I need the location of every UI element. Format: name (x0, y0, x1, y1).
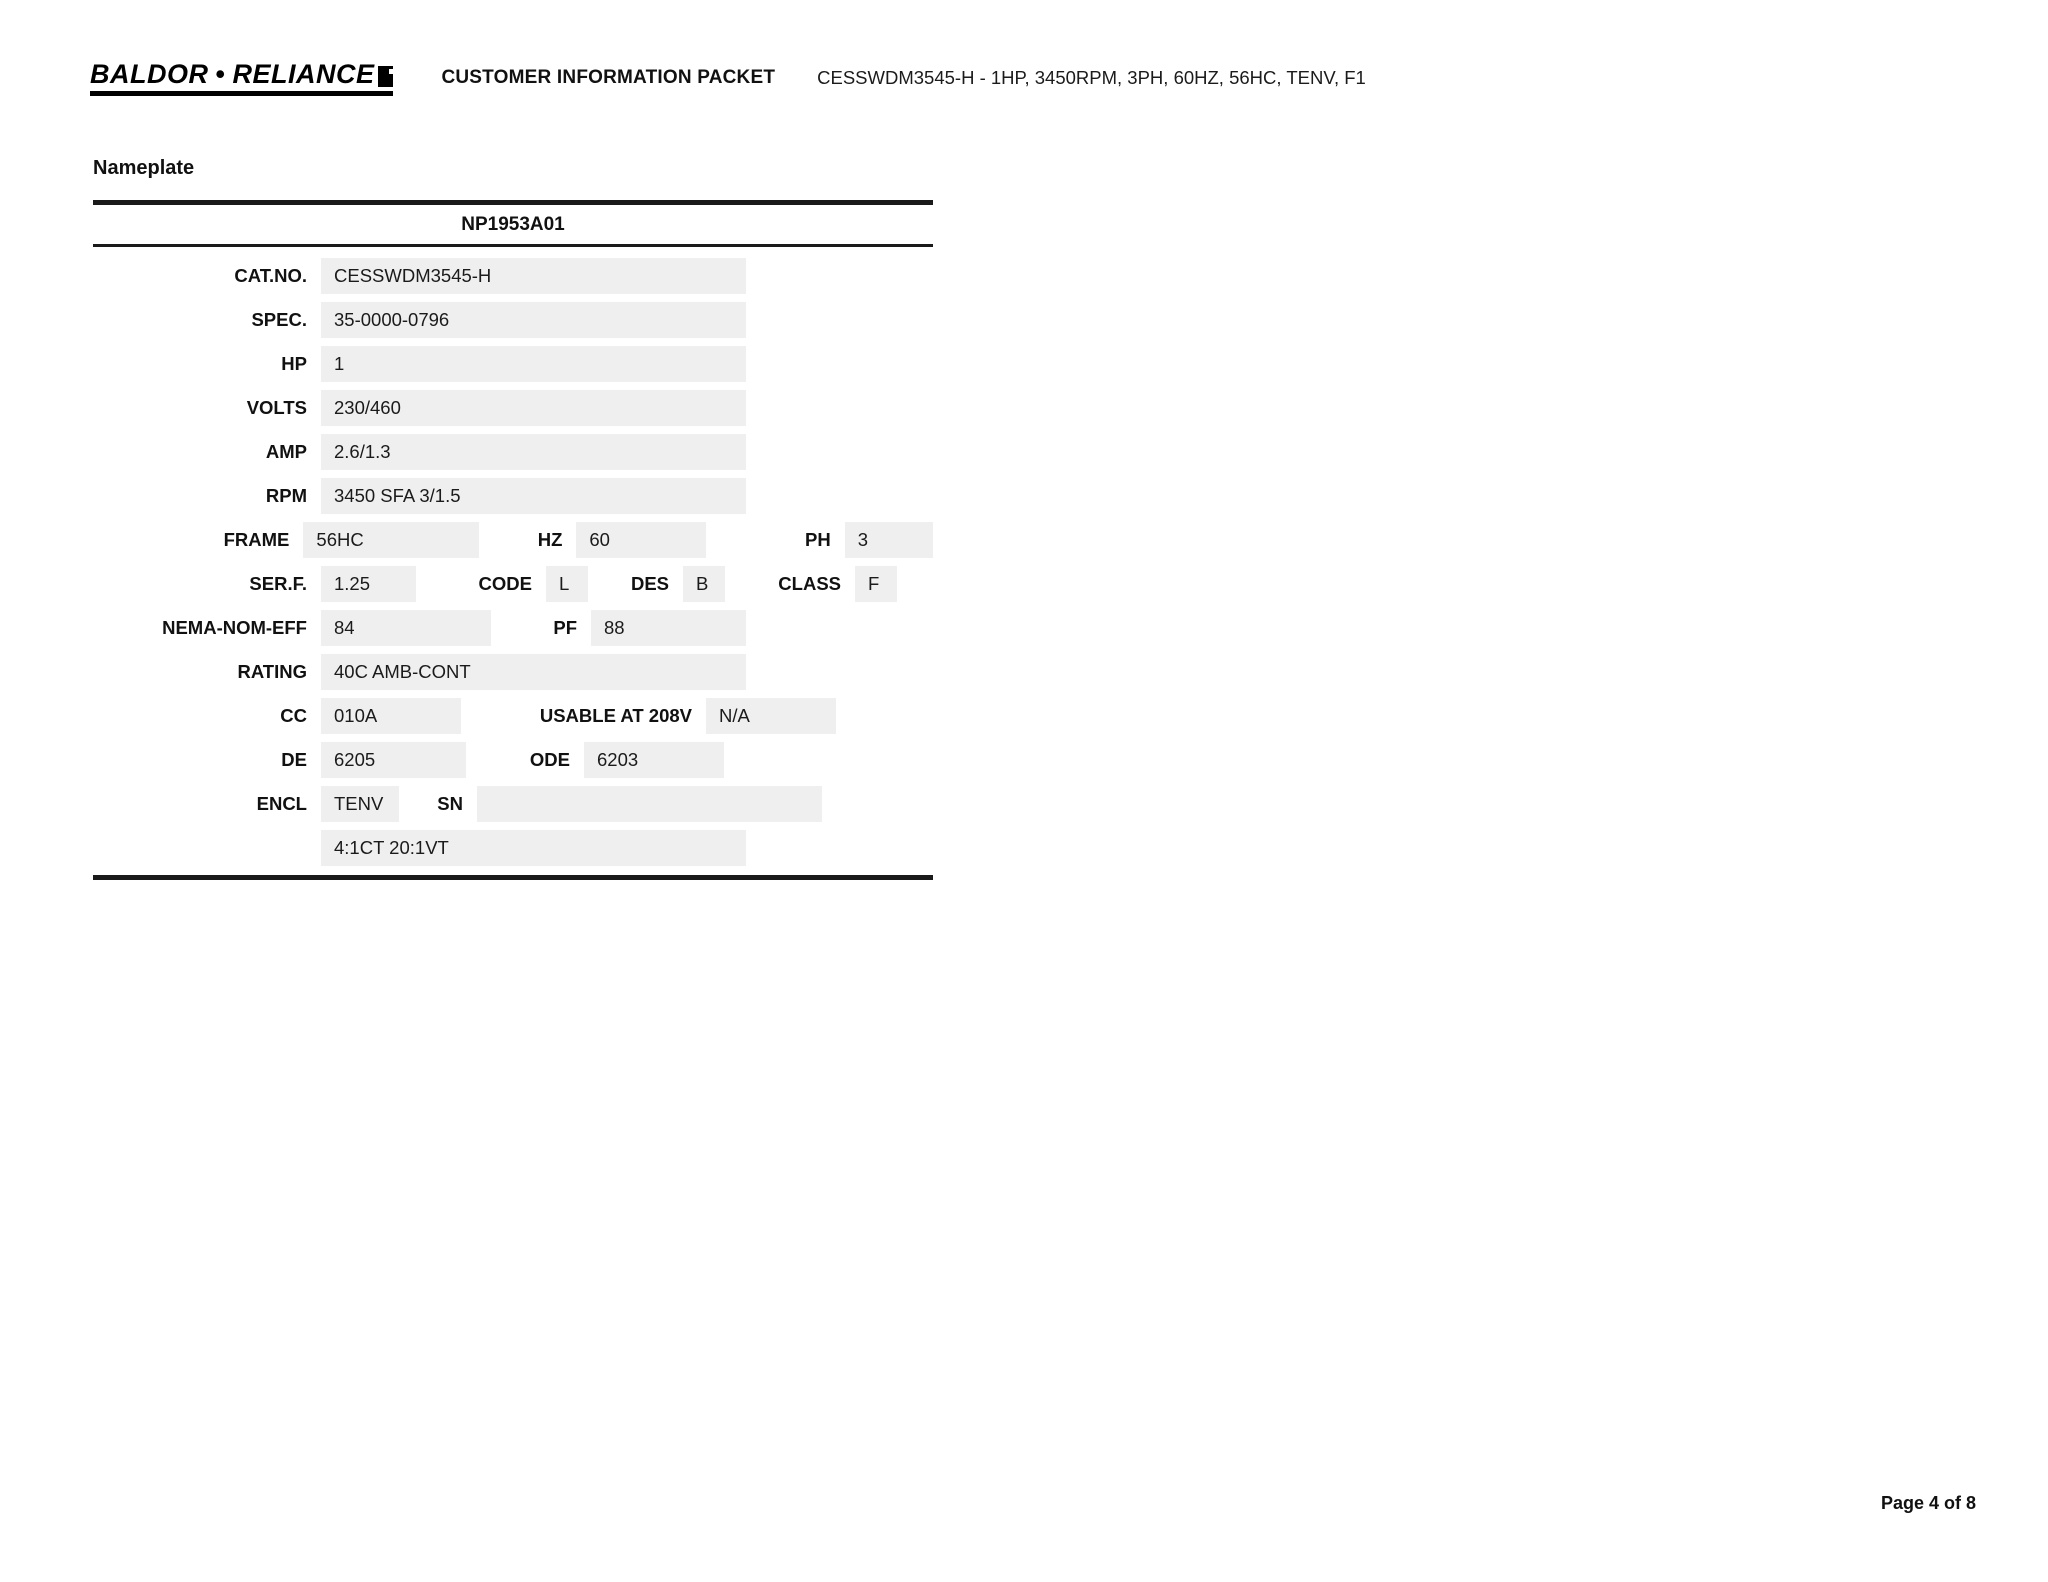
page-number: Page 4 of 8 (1880, 1493, 1976, 1513)
label-amp: AMP (265, 440, 307, 462)
table-row-encl-sn (93, 782, 933, 826)
label-des: DES (630, 572, 669, 594)
table-row-rpm (93, 474, 933, 518)
baldor-reliance-logo (90, 60, 393, 96)
table-row-hp (93, 342, 933, 386)
value-class: F (855, 566, 897, 602)
brand-bullet: • (215, 58, 226, 89)
value-ode: 6203 (584, 742, 724, 778)
label-ser-f: SER.F. (249, 572, 307, 594)
table-row-volts (93, 386, 933, 430)
value-rpm: 3450 SFA 3/1.5 (321, 478, 746, 514)
value-des: B (683, 566, 725, 602)
packet-title: CUSTOMER INFORMATION PACKET (441, 67, 776, 88)
value-pf: 88 (591, 610, 746, 646)
label-nema-nom-eff: NEMA-NOM-EFF (162, 616, 307, 638)
value-ser-f: 1.25 (321, 566, 416, 602)
table-row-rating (93, 650, 933, 694)
table-row-spec (93, 298, 933, 342)
label-rating: RATING (237, 660, 307, 682)
table-row-eff-pf (93, 606, 933, 650)
label-usable-at-208v: USABLE AT 208V (539, 704, 692, 726)
value-code: L (546, 566, 588, 602)
value-sn (477, 786, 822, 822)
table-bottom-rule (93, 875, 933, 880)
label-class: CLASS (778, 572, 841, 594)
label-volts: VOLTS (246, 396, 307, 418)
table-row-extra (93, 826, 933, 870)
value-extra: 4:1CT 20:1VT (321, 830, 746, 866)
value-cc: 010A (321, 698, 461, 734)
nameplate-rows (93, 247, 933, 870)
value-rating: 40C AMB-CONT (321, 654, 746, 690)
value-cat-no: CESSWDM3545-H (321, 258, 746, 294)
label-hp: HP (281, 352, 307, 374)
label-cc: CC (280, 704, 307, 726)
value-encl: TENV (321, 786, 399, 822)
table-row-cc-usable (93, 694, 933, 738)
label-sn: SN (437, 792, 463, 814)
table-row-de-ode (93, 738, 933, 782)
label-hz: HZ (537, 528, 563, 550)
value-volts: 230/460 (321, 390, 746, 426)
value-nema-nom-eff: 84 (321, 610, 491, 646)
label-extra (93, 826, 321, 870)
value-ph: 3 (845, 522, 933, 558)
brand-mark-icon (378, 66, 393, 87)
value-usable-at-208v: N/A (706, 698, 836, 734)
label-cat-no: CAT.NO. (234, 264, 307, 286)
brand-reliance-text: RELIANCE (232, 58, 375, 89)
label-pf: PF (553, 616, 577, 638)
table-row-serf-code-des-class (93, 562, 933, 606)
packet-subtitle: CESSWDM3545-H - 1HP, 3450RPM, 3PH, 60HZ, 56HC, TENV, F1 (817, 67, 1366, 88)
label-code: CODE (478, 572, 532, 594)
table-row-amp (93, 430, 933, 474)
table-row-cat-no (93, 254, 933, 298)
label-ode: ODE (529, 748, 570, 770)
value-spec: 35-0000-0796 (321, 302, 746, 338)
label-frame: FRAME (223, 528, 290, 550)
section-title-nameplate: Nameplate (93, 157, 195, 179)
brand-baldor-text: BALDOR (90, 58, 209, 89)
value-hp: 1 (321, 346, 746, 382)
document-header (90, 58, 1958, 98)
label-rpm: RPM (265, 484, 307, 506)
label-ph: PH (805, 528, 831, 550)
label-encl: ENCL (256, 792, 307, 814)
value-frame: 56HC (303, 522, 478, 558)
label-spec: SPEC. (251, 308, 307, 330)
nameplate-caption: NP1953A01 (461, 214, 565, 235)
nameplate-table (93, 200, 933, 880)
value-hz: 60 (576, 522, 706, 558)
label-de: DE (281, 748, 307, 770)
table-row-frame-hz-ph (93, 518, 933, 562)
value-amp: 2.6/1.3 (321, 434, 746, 470)
value-de: 6205 (321, 742, 466, 778)
